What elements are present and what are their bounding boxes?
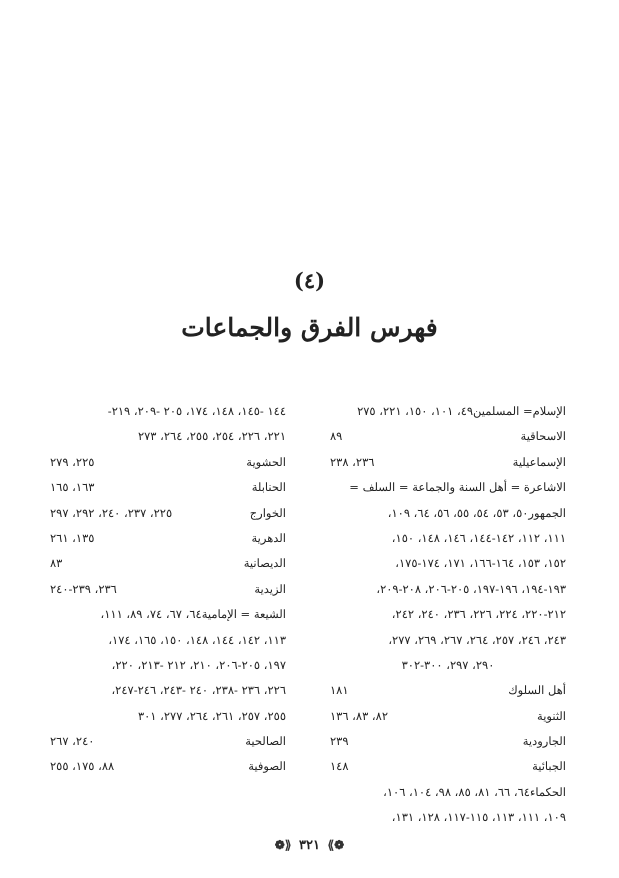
entry-pages: ١٨١	[330, 683, 349, 698]
index-entry-continuation	[330, 602, 566, 627]
index-entry-continuation	[50, 399, 286, 424]
entry-term: الشيعة = الإمامية٦٤، ٦٧، ٧٤، ٨٩، ١١١،	[100, 607, 286, 622]
index-entry	[330, 780, 566, 805]
index-entry	[330, 475, 566, 500]
entry-pages: ١٦٣، ١٦٥	[50, 480, 95, 495]
entry-term: أهل السلوك	[508, 683, 566, 698]
index-entry-continuation	[50, 653, 286, 678]
index-entry	[50, 602, 286, 627]
index-entry	[50, 526, 286, 551]
index-entry-continuation	[330, 653, 566, 678]
index-entry	[50, 729, 286, 754]
entry-pages: ٢٤٠، ٢٦٧	[50, 734, 95, 749]
entry-term: الحنابلة	[251, 480, 286, 495]
entry-pages: ٨٣	[50, 556, 63, 571]
entry-pages: ١٥٢، ١٥٣، ١٦٤-١٦٦، ١٧١، ١٧٤-١٧٥،	[395, 556, 566, 571]
index-entry	[330, 729, 566, 754]
index-entry	[330, 424, 566, 449]
entry-pages: ٢٤٣، ٢٤٦، ٢٥٧، ٢٦٤، ٢٦٧، ٢٦٩، ٢٧٧،	[388, 632, 566, 647]
entry-term: الإسماعيلية	[512, 454, 566, 469]
entry-term: الثنوية	[537, 708, 566, 723]
page-number: ٣٢١	[299, 838, 320, 853]
index-column-right	[330, 399, 566, 831]
entry-term: الاشاعرة = أهل السنة والجماعة = السلف =	[349, 480, 566, 495]
index-entry-continuation	[330, 628, 566, 653]
index-entry-continuation	[50, 424, 286, 449]
entry-pages: ٢١٢-٢٢٠، ٢٢٤، ٢٢٦، ٢٣٦، ٢٤٠، ٢٤٢،	[391, 607, 566, 622]
index-entry	[330, 678, 566, 703]
index-entry	[50, 551, 286, 576]
entry-term: الحشوية	[246, 454, 286, 469]
index-entry-continuation	[330, 526, 566, 551]
index-entry	[50, 501, 286, 526]
index-entry	[330, 501, 566, 526]
index-column-left	[50, 399, 286, 780]
entry-pages: ٨٩	[330, 429, 343, 444]
entry-term: الحكماء٦٤، ٦٦، ٨١، ٨٥، ٩٨، ١٠٤، ١٠٦،	[383, 784, 566, 799]
index-entry	[330, 704, 566, 729]
entry-term: الصوفية	[248, 759, 286, 774]
entry-term: الدهرية	[251, 530, 286, 545]
index-entry-continuation	[50, 678, 286, 703]
index-entry-continuation	[330, 551, 566, 576]
entry-pages: ١٠٩، ١١١، ١١٣، ١١٥-١١٧، ١٢٨، ١٣١،	[391, 810, 566, 825]
entry-pages: ١٩٣-١٩٤، ١٩٦-١٩٧، ٢٠٥-٢٠٦، ٢٠٨-٢٠٩،	[376, 581, 566, 596]
index-entry	[50, 450, 286, 475]
entry-pages: ٢٩٠، ٢٩٧، ٣٠٠-٣٠٢	[401, 657, 495, 672]
entry-pages: ٢٣٩	[330, 734, 349, 749]
entry-term: الصالحية	[245, 734, 286, 749]
entry-term: الجارودية	[522, 734, 566, 749]
page-footer	[0, 838, 619, 853]
ornament-icon: ⟪❁	[327, 838, 345, 852]
entry-pages: ٢٢٦، ٢٣٦ -٢٣٨، ٢٤٠ -٢٤٣، ٢٤٦-٢٤٧،	[111, 683, 286, 698]
entry-term: الجمهور٥٠، ٥٣، ٥٤، ٥٥، ٥٦، ٦٤، ١٠٩،	[387, 505, 566, 520]
index-entry-continuation	[330, 577, 566, 602]
index-entry-continuation	[330, 805, 566, 830]
entry-term: الجبائية	[532, 759, 566, 774]
entry-pages: ١١١، ١١٢، ١٤٢-١٤٤، ١٤٦، ١٤٨، ١٥٠،	[391, 530, 566, 545]
index-entry-continuation	[50, 628, 286, 653]
entry-pages: ٢٥٥، ٢٥٧، ٢٦١، ٢٦٤، ٢٧٧، ٣٠١	[137, 708, 286, 723]
index-entry	[330, 450, 566, 475]
entry-pages: ٢٣٦، ٢٣٩-٢٤٠	[50, 581, 117, 596]
entry-pages: ٢٣٦، ٢٣٨	[330, 454, 375, 469]
entry-pages: ١٤٤ -١٤٥، ١٤٨، ١٧٤، ٢٠٥ -٢٠٩، ٢١٩-	[107, 404, 286, 418]
section-number: (٤)	[293, 268, 326, 293]
entry-pages: ٨٢، ٨٣، ١٣٦	[330, 708, 388, 723]
entry-term: الإسلام= المسلمين٤٩، ١٠١، ١٥٠، ٢٢١، ٢٧٥	[357, 404, 566, 418]
entry-pages: ١١٣، ١٤٢، ١٤٤، ١٤٨، ١٥٠، ١٦٥، ١٧٤،	[108, 632, 286, 647]
index-entry	[50, 475, 286, 500]
entry-pages: ١٩٧، ٢٠٥-٢٠٦، ٢١٠، ٢١٢ -٢١٣، ٢٢٠،	[111, 657, 286, 672]
entry-pages: ١٣٥، ٢٦١	[50, 530, 95, 545]
index-entry	[330, 399, 566, 424]
entry-term: الديصانية	[243, 556, 286, 571]
entry-pages: ٢٢٥، ٢٣٧، ٢٤٠، ٢٩٢، ٢٩٧	[50, 505, 173, 520]
index-entry	[50, 754, 286, 779]
ornament-icon: ❁⟫	[274, 838, 292, 852]
index-entry-continuation	[50, 704, 286, 729]
entry-term: الاسحاقية	[520, 429, 566, 444]
entry-term: الزيدية	[254, 581, 286, 596]
entry-pages: ٢٢٥، ٢٧٩	[50, 454, 95, 469]
entry-pages: ١٤٨	[330, 759, 349, 774]
index-entry	[50, 577, 286, 602]
index-entry	[330, 754, 566, 779]
index-title: فهرس الفرق والجماعات	[181, 313, 438, 342]
entry-pages: ٢٢١، ٢٢٦، ٢٥٤، ٢٥٥، ٢٦٤، ٢٧٣	[137, 429, 286, 444]
entry-term: الخوارج	[249, 505, 286, 520]
entry-pages: ٨٨، ١٧٥، ٢٥٥	[50, 759, 115, 774]
